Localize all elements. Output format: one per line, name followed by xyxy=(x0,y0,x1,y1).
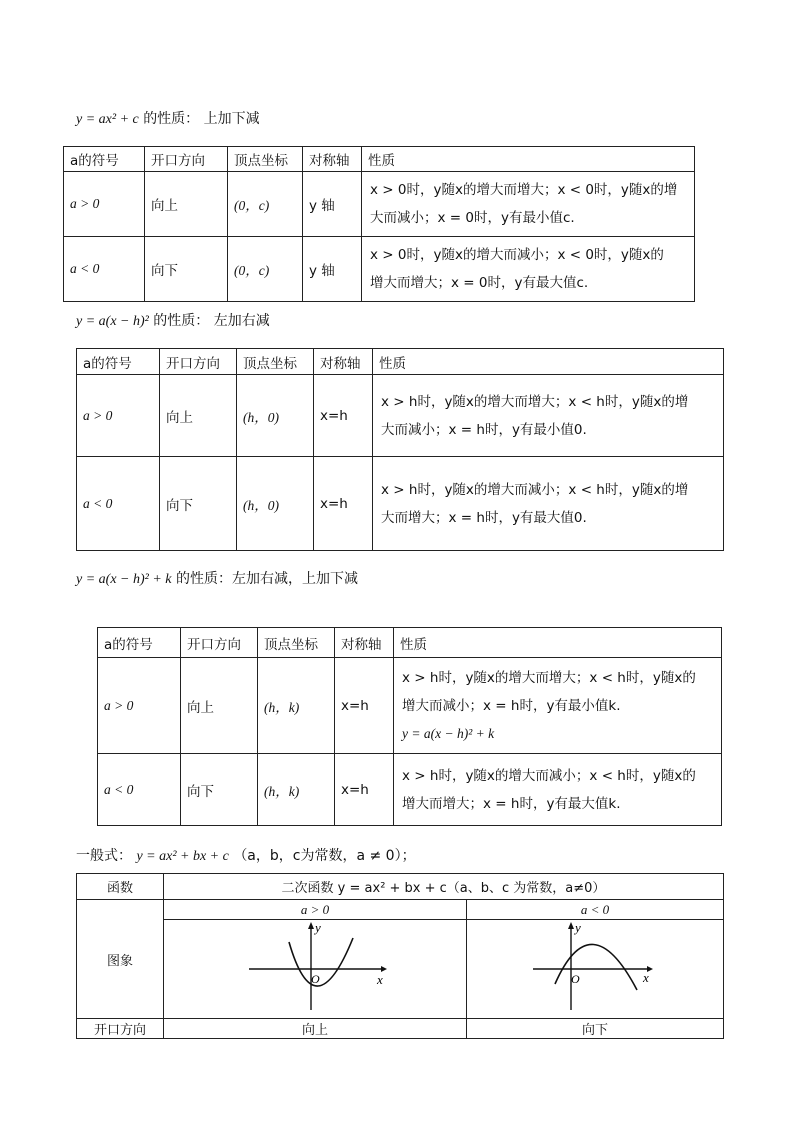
cell-sign: a > 0 xyxy=(64,172,145,237)
cell-opening: 向上 xyxy=(145,172,228,237)
property-formula: y = a(x − h)² + k xyxy=(402,725,495,741)
property-line: 大而减小；x = h时，y有最小值0. xyxy=(381,421,587,438)
cell-sign: a < 0 xyxy=(77,457,160,551)
function-title: 二次函数 y = ax² + bx + c（a、b、c 为常数，a≠0） xyxy=(164,874,724,900)
cell-property xyxy=(373,375,724,457)
case-positive: a > 0 xyxy=(164,900,467,920)
general-heading-formula: y = ax² + bx + c xyxy=(136,849,229,864)
section2-heading-text: 的性质： 左加右减 xyxy=(153,313,270,329)
cell-axis: y 轴 xyxy=(303,172,362,237)
table-row xyxy=(98,754,722,826)
y-axis-label: y xyxy=(315,920,321,935)
cell-sign: a > 0 xyxy=(77,375,160,457)
parabola-curve xyxy=(555,944,637,990)
property-line: 增大而增大；x = 0时，y有最大值c. xyxy=(370,275,589,291)
cell-opening: 向上 xyxy=(181,658,258,754)
header-property: 性质 xyxy=(362,147,695,172)
header-property: 性质 xyxy=(394,628,722,658)
header-axis: 对称轴 xyxy=(335,628,394,658)
table-row xyxy=(64,172,695,237)
section3-table xyxy=(97,627,722,826)
cell-opening: 向上 xyxy=(160,375,237,457)
header-sign: a的符号 xyxy=(98,628,181,658)
cell-axis: x=h xyxy=(335,754,394,826)
property-line: 大而增大；x = h时，y有最大值0. xyxy=(381,509,587,526)
section3-heading-formula: y = a(x − h)² + k xyxy=(76,572,172,587)
cell-property xyxy=(373,457,724,551)
property-line: 大而减小；x = 0时，y有最小值c. xyxy=(370,210,575,226)
property-line: x > h时，y随x的增大而增大；x < h时，y随x的 xyxy=(402,669,696,686)
header-vertex: 顶点坐标 xyxy=(228,147,303,172)
cell-opening: 向下 xyxy=(145,237,228,302)
y-axis-arrow xyxy=(568,922,574,929)
section3-heading xyxy=(76,568,358,588)
parabola-up-graph xyxy=(165,920,465,1014)
section1-heading-text: 的性质： 上加下减 xyxy=(143,111,260,127)
cell-sign: a > 0 xyxy=(98,658,181,754)
opening-negative: 向下 xyxy=(467,1019,724,1039)
general-heading xyxy=(76,845,416,865)
cell-property xyxy=(362,172,695,237)
cell-opening: 向下 xyxy=(160,457,237,551)
header-axis: 对称轴 xyxy=(303,147,362,172)
header-opening: 开口方向 xyxy=(181,628,258,658)
header-opening: 开口方向 xyxy=(160,349,237,375)
case-negative: a < 0 xyxy=(467,900,724,920)
cell-sign: a < 0 xyxy=(98,754,181,826)
property-line: x > h时，y随x的增大而减小；x < h时，y随x的增 xyxy=(381,481,689,498)
cell-vertex: (h，0) xyxy=(237,457,314,551)
property-line: 增大而减小；x = h时，y有最小值k. xyxy=(402,697,621,714)
origin-label: O xyxy=(571,972,580,986)
opening-positive: 向上 xyxy=(164,1019,467,1039)
cell-vertex: (0，c) xyxy=(228,237,303,302)
section3-heading-text: 的性质：左加右减，上加下减 xyxy=(175,571,358,587)
header-axis: 对称轴 xyxy=(314,349,373,375)
x-axis-label: x xyxy=(377,972,383,987)
property-line: 增大而增大；x = h时，y有最大值k. xyxy=(402,795,621,812)
cell-vertex: (h，0) xyxy=(237,375,314,457)
cell-axis: x=h xyxy=(314,457,373,551)
general-table xyxy=(76,873,724,1039)
property-line: x > 0时，y随x的增大而增大；x < 0时，y随x的增 xyxy=(370,182,678,198)
header-vertex: 顶点坐标 xyxy=(237,349,314,375)
property-line: x > 0时，y随x的增大而减小；x < 0时，y随x的 xyxy=(370,247,664,263)
header-opening: 开口方向 xyxy=(145,147,228,172)
graph-positive-cell xyxy=(164,920,467,1019)
section1-heading-formula: y = ax² + c xyxy=(76,112,139,127)
opening-label: 开口方向 xyxy=(77,1019,164,1039)
table-row xyxy=(77,457,724,551)
x-axis-label: x xyxy=(643,970,649,985)
origin-label: O xyxy=(311,972,320,986)
y-axis-label: y xyxy=(575,920,581,935)
table-row xyxy=(64,237,695,302)
cell-vertex: (h，k) xyxy=(258,658,335,754)
cell-property xyxy=(394,658,722,754)
parabola-down-graph xyxy=(467,920,723,1014)
section2-heading-formula: y = a(x − h)² xyxy=(76,314,149,329)
header-vertex: 顶点坐标 xyxy=(258,628,335,658)
cell-property xyxy=(362,237,695,302)
cell-axis: x=h xyxy=(314,375,373,457)
section2-table xyxy=(76,348,724,551)
header-property: 性质 xyxy=(373,349,724,375)
graph-negative-cell xyxy=(467,920,724,1019)
cell-axis: x=h xyxy=(335,658,394,754)
graph-label: 图象 xyxy=(77,900,164,1019)
property-line: x > h时，y随x的增大而减小；x < h时，y随x的 xyxy=(402,767,696,784)
cell-sign: a < 0 xyxy=(64,237,145,302)
header-sign: a的符号 xyxy=(64,147,145,172)
section2-heading xyxy=(76,310,270,330)
section1-table xyxy=(63,146,695,302)
cell-vertex: (h，k) xyxy=(258,754,335,826)
cell-opening: 向下 xyxy=(181,754,258,826)
general-heading-text: （a，b，c为常数，a ≠ 0）； xyxy=(233,848,416,864)
y-axis-arrow xyxy=(308,922,314,929)
cell-property xyxy=(394,754,722,826)
section1-heading xyxy=(76,108,260,128)
function-label: 函数 xyxy=(77,874,164,900)
table-row xyxy=(77,375,724,457)
parabola-curve xyxy=(289,938,353,986)
property-line: x > h时，y随x的增大而增大；x < h时，y随x的增 xyxy=(381,393,689,410)
general-heading-prefix: 一般式： xyxy=(76,848,132,864)
header-sign: a的符号 xyxy=(77,349,160,375)
cell-vertex: (0，c) xyxy=(228,172,303,237)
table-row xyxy=(98,658,722,754)
cell-axis: y 轴 xyxy=(303,237,362,302)
